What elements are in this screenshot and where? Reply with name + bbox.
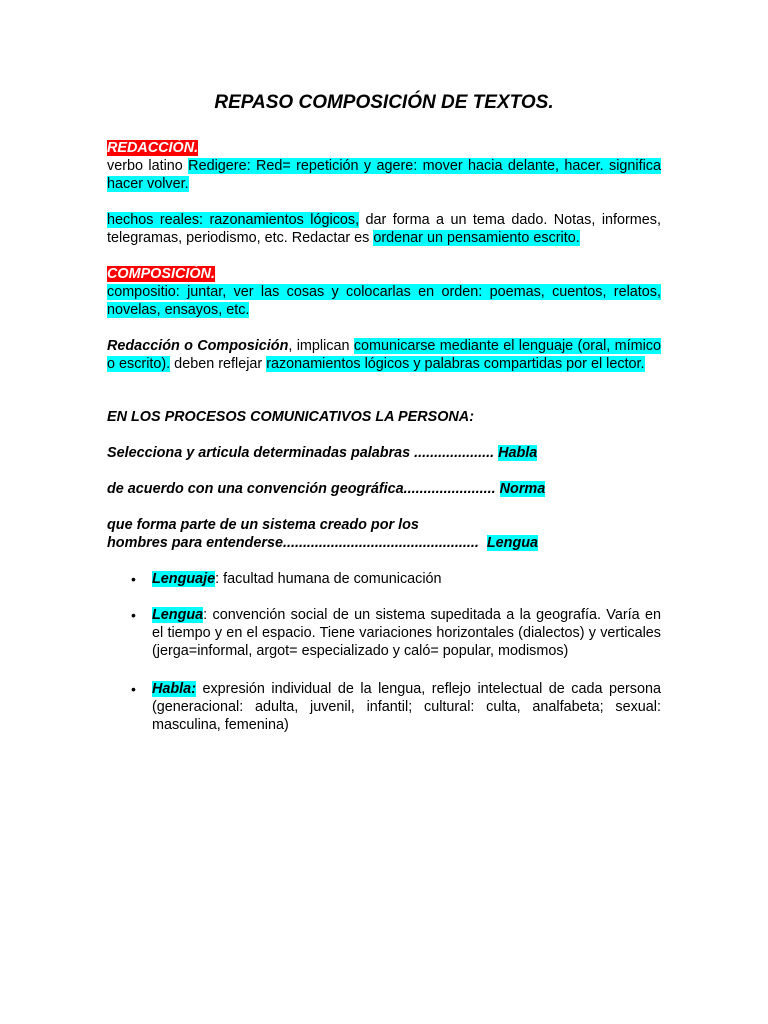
bullet-text-habla <box>152 680 661 734</box>
bullet-icon: • <box>131 607 136 623</box>
redaccion-p2-plain: dar forma a un tema dado. Notas, informes, telegramas, periodismo, etc. Redactar es <box>107 212 661 246</box>
redaccion-heading: REDACCIÓN. <box>107 140 199 156</box>
habla-line-text: Selecciona y articula determinadas palabras .................... <box>107 445 495 461</box>
hechos-reales-highlight: hechos reales: razonamientos lógicos, <box>107 212 360 228</box>
redcomp-plain-1: , implican <box>288 338 354 354</box>
procesos-line-norma <box>107 480 661 498</box>
lengua-line-text-b: hombres para entenderse................................................. <box>107 535 479 551</box>
bullet-desc-habla: expresión individual de la lengua, reflejo intelectual de cada persona (generacional: adulta, juvenil, infantil; cultural: culta, analfabeta; sexual: masculina, femenina) <box>152 681 661 733</box>
procesos-line-lengua <box>107 516 661 552</box>
redcomp-highlight-1: comunicarse mediante el lenguaje (oral, mímico o escrito). <box>107 338 661 372</box>
bullet-icon: • <box>131 571 136 587</box>
procesos-line-habla <box>107 444 661 462</box>
composicion-text-highlight: compositio: juntar, ver las cosas y colocarlas en orden: poemas, cuentos, relatos, novelas, ensayos, etc. <box>107 284 661 318</box>
redcomp-plain-2: deben reflejar <box>170 356 267 372</box>
bullet-term-habla: Habla: <box>152 681 196 697</box>
composicion-heading: COMPOSICIÓN. <box>107 266 215 282</box>
bullet-desc-lengua: : convención social de un sistema supeditada a la geografía. Varía en el tiempo y en el espacio. Tiene variaciones horizontales (dialectos) y verticales (jerga=informal, argot= especializado y caló= popular, modismos) <box>152 607 661 659</box>
redaccion-text-plain: verbo latino <box>107 158 189 174</box>
norma-line-text: de acuerdo con una convención geográfica....................... <box>107 481 496 497</box>
procesos-heading: EN LOS PROCESOS COMUNICATIVOS LA PERSONA: <box>107 409 474 425</box>
habla-term: Habla <box>498 445 538 461</box>
ordenar-highlight: ordenar un pensamiento escrito. <box>373 230 580 246</box>
lengua-line-text-a: que forma parte de un sistema creado por los <box>107 517 419 533</box>
bullet-icon: • <box>131 681 136 697</box>
redcomp-bold: Redacción o Composición <box>107 338 289 354</box>
bullet-desc-lenguaje: : facultad humana de comunicación <box>215 571 442 587</box>
bullet-text-lengua <box>152 606 661 660</box>
bullet-term-lenguaje: Lenguaje <box>152 571 216 587</box>
bullet-term-lengua: Lengua <box>152 607 204 623</box>
redcomp-highlight-2: razonamientos lógicos y palabras compartidas por el lector. <box>266 356 645 372</box>
lengua-term: Lengua <box>486 535 539 551</box>
redaccion-paragraph-2 <box>107 211 661 247</box>
bullet-text-lenguaje <box>152 570 661 588</box>
norma-term: Norma <box>499 481 546 497</box>
document-title: REPASO COMPOSICIÓN DE TEXTOS. <box>214 92 554 113</box>
redaccion-text-highlight: Redigere: Red= repetición y agere: mover hacia delante, hacer. significa hacer volver. <box>107 158 661 192</box>
redaccion-composicion-paragraph <box>107 337 661 373</box>
composicion-section <box>107 265 661 319</box>
redaccion-section <box>107 139 661 193</box>
